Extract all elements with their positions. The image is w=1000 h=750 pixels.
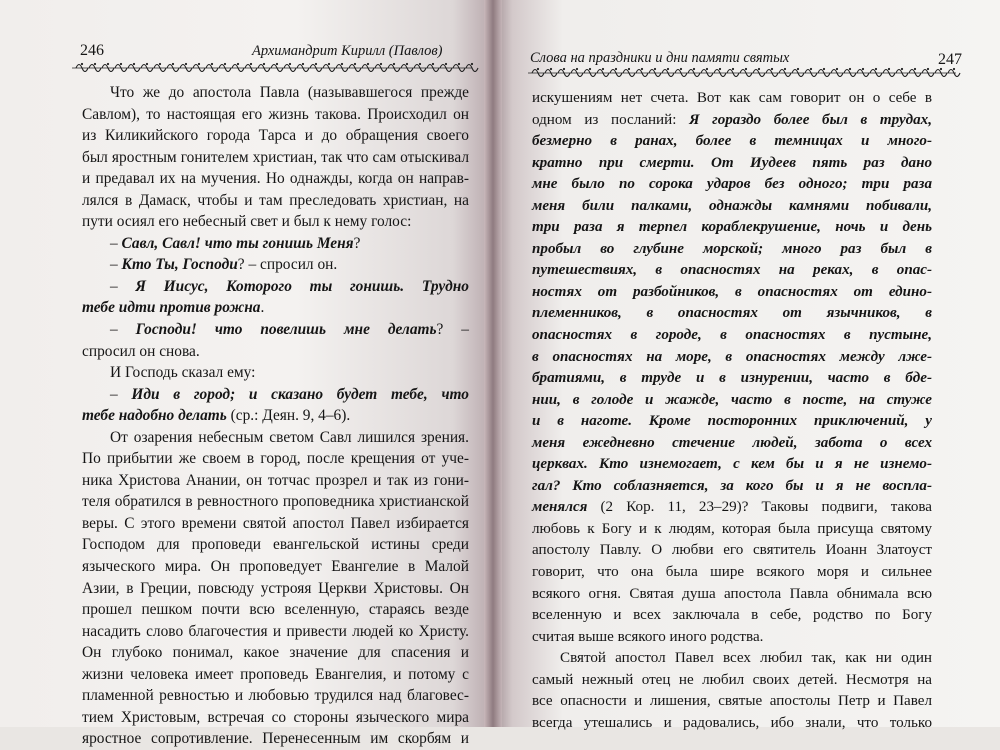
emphasized-text: тебе идти против рожна [82,299,261,317]
text-line [532,562,932,584]
emphasized-text: Кто Ты, Господи [121,256,238,274]
text-line [82,319,469,341]
emphasized-text: Я гораздо более был в трудах, [689,111,932,128]
text-span: все опасности и лишения, святые апостолы Петр и Павел [532,693,932,710]
text-line [532,540,932,562]
text-line [532,325,932,347]
emphasized-text: кратно при смерти. От Иудеев пять раз дано [532,154,932,171]
text-line [82,427,469,449]
text-span: пути осиял его небесный свет и был к нему голос: [82,213,412,231]
emphasized-text: племенников, в опасностях от язычников, в [532,305,932,322]
ornament-divider [72,61,472,75]
text-line [532,239,932,261]
text-line [82,211,469,233]
emphasized-text: Господи! что повелишь мне делать [135,321,437,339]
emphasized-text: нии, в голоде и жажде, часто в посте, на стуже [532,391,932,408]
text-span: жизни человека имеет проповедь Евангелия, и потому с [82,665,469,683]
emphasized-text: безмерно в ранах, более в темницах и много- [532,133,932,150]
text-line [532,691,932,713]
text-span: – [110,321,136,339]
page-number: 247 [938,51,962,68]
text-line [532,260,932,282]
text-line [532,476,932,498]
running-head: Слова на праздники и дни памяти святых [530,50,790,66]
text-span: из Киликийского города Тарса и до обращения своего [82,127,469,145]
text-line [82,190,469,212]
text-span: По прибытии же своем в город, после крещения от уче- [82,450,469,468]
text-line [532,368,932,390]
text-span: прошел пешком почти всю вселенную, стараясь везде [82,601,469,619]
text-line [82,470,469,492]
text-span: спросил он снова. [82,342,200,360]
text-line [82,125,469,147]
text-line [82,642,469,664]
text-line [532,454,932,476]
text-span: всякого огня. Святая душа апостола Павла обнимала всю [532,585,932,602]
text-line [532,110,932,132]
text-line [532,627,932,649]
text-line [82,448,469,470]
text-span: ника Христова Анании, он тотчас прозрел и так из гони- [82,471,469,489]
emphasized-text: Я Иисус, Которого ты гонишь. Трудно [135,277,469,295]
text-span: пламенной ревностью и любовью трудился над благовес- [82,687,469,705]
text-line [82,534,469,556]
text-line [82,82,469,104]
text-line [532,131,932,153]
emphasized-text: менялся [532,499,588,516]
text-line [82,362,469,384]
text-span: ? – спросил он. [237,256,338,274]
emphasized-text: церквах. Кто изнемогает, с кем бы и я не изнемо- [532,456,932,473]
emphasized-text: братиями, в труде и в изнурении, часто в бде- [532,370,932,387]
text-line [82,297,469,319]
text-span: ? [353,234,361,252]
text-line [82,513,469,535]
emphasized-text: и в наготе. Кроме посторонних приключений, у [532,413,932,430]
right-page-text [532,88,932,734]
text-line [532,88,932,110]
text-span: вселенную и всех заключала в себе, родство по Богу [532,607,932,624]
text-line [82,728,469,750]
text-span: . [260,299,265,317]
emphasized-text: тебе надобно делать [82,407,227,425]
text-line [532,713,932,735]
text-span: любовь к Богу и к людям, которая была присуща святому [532,520,932,537]
text-span: веры. С этого времени святой апостол Павел избирается [82,514,469,532]
left-page-text [82,82,469,750]
emphasized-text: три раза я терпел кораблекрушение, ночь и день [532,219,932,236]
text-span: И Господь сказал ему: [110,364,256,382]
text-line [82,104,469,126]
text-span: (2 Кор. 11, 23–29)? Таковы подвиги, такова [587,499,932,516]
text-line [532,648,932,670]
text-line [532,174,932,196]
emphasized-text: меня ежедневно стечение людей, забота о всех [532,434,932,451]
text-span: одном из посланий: [532,111,690,128]
text-span: – [110,234,122,252]
emphasized-text: гал? Кто соблазняется, за кого бы и я не воспла- [532,477,932,494]
text-line [532,347,932,369]
text-span: (ср.: Деян. 9, 4–6). [226,407,351,425]
text-span: – [110,385,132,403]
text-span: лялся в Дамаск, чтобы и там преследовать христиан, на [82,191,469,209]
emphasized-text: мне было по сорока ударов без одного; три раза [532,176,932,193]
text-line [82,664,469,686]
emphasized-text: путешествиях, в опасностях на реках, в опас- [532,262,932,279]
left-page [0,0,492,748]
emphasized-text: Савл, Савл! что ты гонишь Меня [121,234,354,252]
text-line [82,254,469,276]
emphasized-text: меня били палками, однажды камнями побивали, [532,197,932,214]
text-line [82,168,469,190]
text-line [82,707,469,729]
text-span: теля обратился в ревностного проповедника христианской [82,493,469,511]
text-line [532,303,932,325]
text-span: Савлом), то настоящая его жизнь такова. Происходил он [82,105,469,123]
emphasized-text: в опасностях на море, в опасностях между лже- [532,348,932,365]
page-number: 246 [80,42,104,59]
text-line [82,405,469,427]
text-span: Азии, в Греции, повсюду устрояя Церкви Христовы. Он [82,579,469,597]
text-span: яростное сопротивление. Перенесенным им скорбям и [82,730,469,748]
text-line [82,341,469,363]
text-span: апостолу Павлу. О любви его святитель Иоанн Златоуст [532,542,932,559]
text-span: Он глубоко понимал, какое значение для спасения и [82,644,469,662]
text-line [532,605,932,627]
text-line [532,153,932,175]
text-span: тием Христовым, встречая со стороны языческого мира [82,708,469,726]
text-span: говорит, что она была шире всякого моря и сильнее [532,564,932,581]
text-line [82,276,469,298]
text-span: был яростным гонителем христиан, так что сам отыскивал [82,148,469,166]
text-line [82,599,469,621]
text-span: самый нежный отец не любил своих детей. Несмотря на [532,671,932,688]
text-line [82,147,469,169]
text-line [532,196,932,218]
text-line [82,384,469,406]
text-span: насадить слово благочестия и привести людей ко Христу. [82,622,469,640]
text-line [82,685,469,707]
text-line [532,497,932,519]
text-span: Что же до апостола Павла (называвшегося прежде [110,84,469,101]
book-gutter [484,0,502,727]
text-span: считая выше всякого иного родства. [532,628,764,645]
text-span: языческого мира. Он проповедует Евангелие в Малой [82,558,469,576]
text-span: Святой апостол Павел всех любил так, как ни один [560,650,932,667]
text-span: От озарения небесным светом Савл лишился зрения. [110,428,469,446]
text-span: всегда утешались и радовались, ибо знали, что только [532,714,932,731]
text-line [532,217,932,239]
right-page [492,0,1000,731]
text-line [82,491,469,513]
text-line [532,584,932,606]
text-line [532,433,932,455]
emphasized-text: опасностях в городе, в опасностях в пустыне, [532,327,932,344]
emphasized-text: пробыл во глубине морской; много раз был в [532,240,932,257]
text-span: ? – [436,321,470,339]
text-span: – [110,256,122,274]
running-head: Архимандрит Кирилл (Павлов) [252,43,443,59]
text-line [532,519,932,541]
text-span: и предавал их на мучения. Но однажды, когда он направ- [82,170,469,188]
text-line [82,578,469,600]
text-line [82,233,469,255]
ornament-divider [528,66,956,80]
text-span: – [110,277,136,295]
text-span: Господом для проповеди евангельской истины среди [82,536,469,554]
emphasized-text: ностях от разбойников, в опасностях от едино- [532,283,932,300]
text-line [82,621,469,643]
emphasized-text: Иди в город; и сказано будет тебе, что [131,385,469,403]
text-line [82,556,469,578]
text-line [532,390,932,412]
text-line [532,670,932,692]
text-line [532,282,932,304]
text-line [532,411,932,433]
text-span: искушениям нет счета. Вот как сам говорит он о себе в [532,90,932,106]
